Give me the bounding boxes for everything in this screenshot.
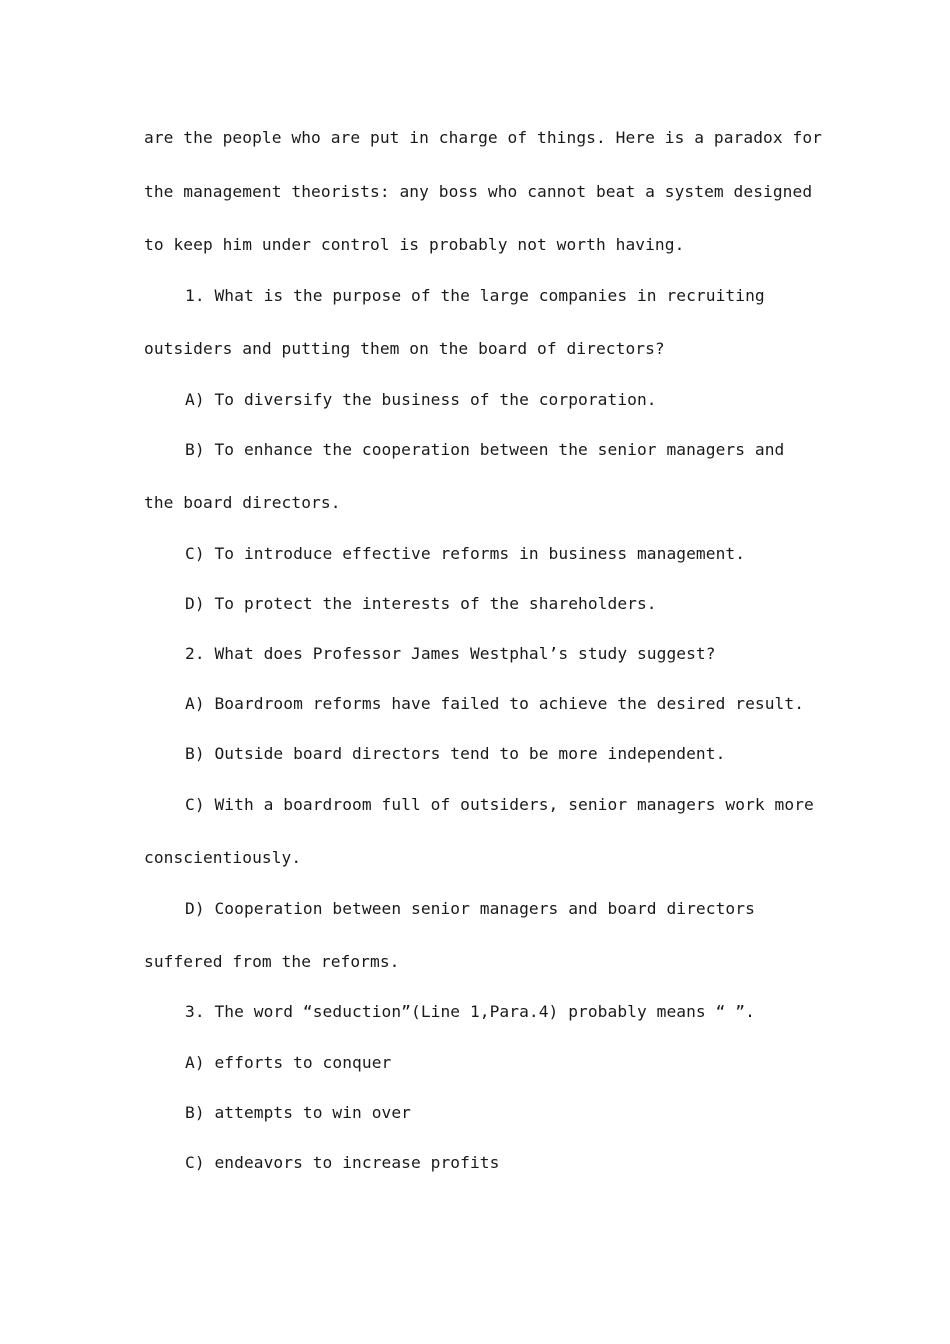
question-1-text: 1. What is the purpose of the large companies in recruiting bbox=[185, 286, 765, 305]
q2-option-d: D) Cooperation between senior managers and board directors bbox=[185, 899, 755, 918]
question-2-text: 2. What does Professor James Westphal’s study suggest? bbox=[185, 644, 716, 663]
q3-option-c: C) endeavors to increase profits bbox=[185, 1153, 500, 1172]
q1-option-c: C) To introduce effective reforms in business management. bbox=[185, 544, 746, 563]
q1-option-b-cont: the board directors. bbox=[144, 493, 341, 512]
paragraph-line: the management theorists: any boss who cannot beat a system designed bbox=[144, 182, 813, 201]
q2-option-c: C) With a boardroom full of outsiders, senior managers work more bbox=[185, 795, 814, 814]
question-3-text: 3. The word “seduction”(Line 1,Para.4) probably means “ ”. bbox=[185, 1002, 755, 1021]
q2-option-b: B) Outside board directors tend to be more independent. bbox=[185, 744, 726, 763]
paragraph-line: to keep him under control is probably not worth having. bbox=[144, 235, 685, 254]
paragraph-line: are the people who are put in charge of things. Here is a paradox for bbox=[144, 128, 822, 147]
q1-option-d: D) To protect the interests of the shareholders. bbox=[185, 594, 657, 613]
question-1-text-cont: outsiders and putting them on the board of directors? bbox=[144, 339, 665, 358]
q1-option-b: B) To enhance the cooperation between the senior managers and bbox=[185, 440, 785, 459]
q2-option-a: A) Boardroom reforms have failed to achieve the desired result. bbox=[185, 694, 805, 713]
q1-option-a: A) To diversify the business of the corporation. bbox=[185, 390, 657, 409]
q2-option-c-cont: conscientiously. bbox=[144, 848, 302, 867]
q2-option-d-cont: suffered from the reforms. bbox=[144, 952, 400, 971]
q3-option-a: A) efforts to conquer bbox=[185, 1053, 392, 1072]
q3-option-b: B) attempts to win over bbox=[185, 1103, 411, 1122]
